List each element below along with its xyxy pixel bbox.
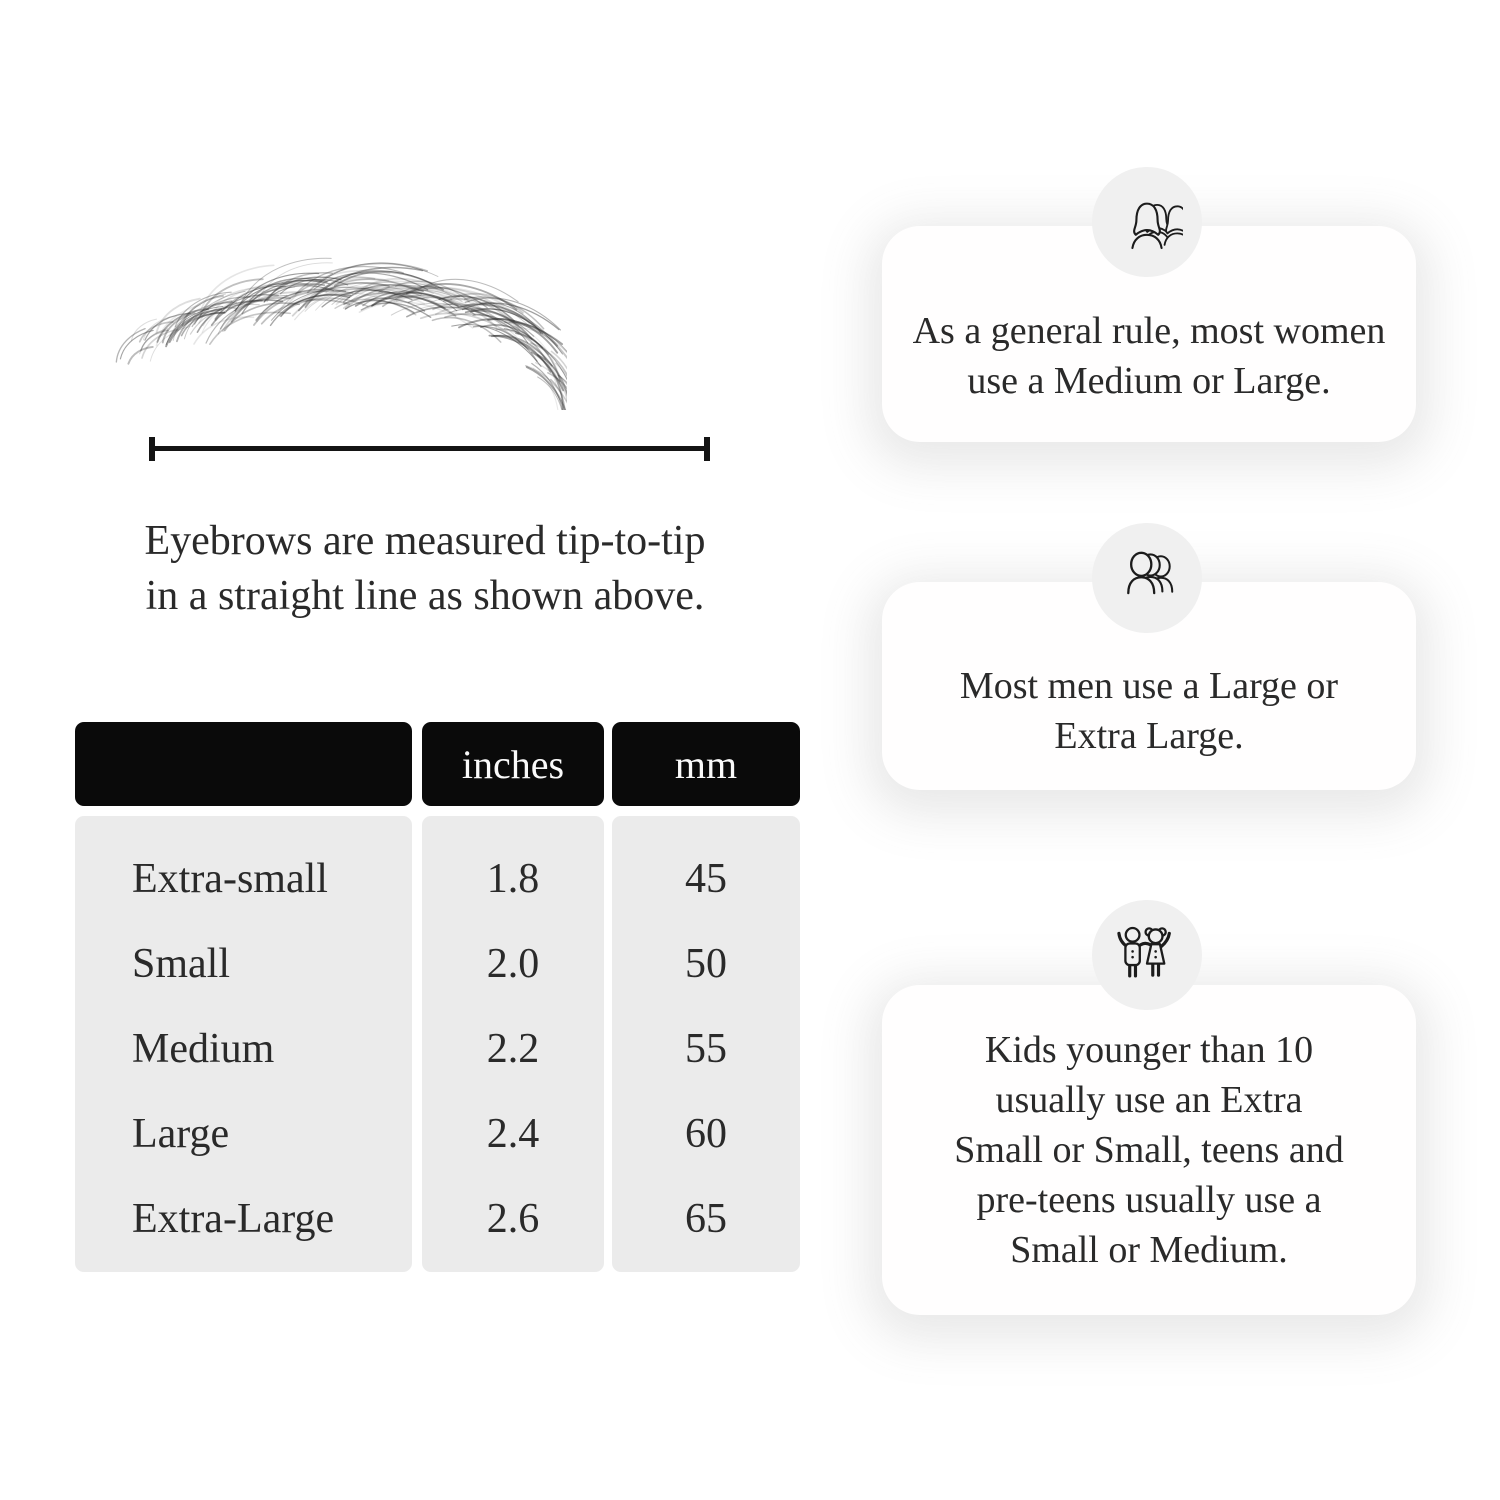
card-text-line: Extra Large. bbox=[1054, 715, 1244, 757]
table-cell-inches: 2.0 bbox=[486, 940, 540, 987]
card-text-line: Small or Medium. bbox=[1010, 1229, 1288, 1271]
card-text bbox=[954, 1025, 1343, 1275]
table-header-cell-name bbox=[75, 722, 412, 806]
card-icon-badge bbox=[1092, 900, 1202, 1010]
table-row-label: Medium bbox=[132, 1025, 275, 1072]
card-icon-badge bbox=[1092, 167, 1202, 277]
table-cell-inches: 2.4 bbox=[486, 1110, 540, 1157]
card-icon-badge bbox=[1092, 523, 1202, 633]
measurement-caption bbox=[92, 514, 758, 624]
table-row-label: Extra-Large bbox=[132, 1195, 335, 1242]
card-text-line: use a Medium or Large. bbox=[967, 360, 1331, 402]
eyebrow-illustration bbox=[112, 240, 567, 410]
card-text bbox=[960, 661, 1338, 761]
card-text-line: Small or Small, teens and bbox=[954, 1129, 1344, 1171]
table-row-label: Small bbox=[132, 940, 231, 987]
measurement-line-right-cap bbox=[704, 437, 710, 461]
card-text-line: Most men use a Large or bbox=[959, 665, 1339, 707]
table-header-cell-mm: mm bbox=[612, 722, 800, 806]
table-cell-mm: 55 bbox=[685, 1025, 727, 1072]
info-card-kids bbox=[882, 985, 1416, 1315]
table-cell-mm: 60 bbox=[685, 1110, 727, 1157]
table-cell-inches: 2.6 bbox=[486, 1195, 540, 1242]
caption-line: in a straight line as shown above. bbox=[145, 573, 705, 619]
card-text bbox=[913, 306, 1386, 406]
card-text-line: Kids younger than 10 bbox=[984, 1029, 1314, 1071]
table-row-label: Extra-small bbox=[132, 855, 328, 902]
men-group-icon bbox=[1111, 545, 1183, 611]
kids-icon bbox=[1111, 922, 1183, 988]
women-group-icon bbox=[1111, 189, 1183, 255]
measurement-line bbox=[151, 446, 710, 451]
caption-line: Eyebrows are measured tip-to-tip bbox=[144, 518, 706, 564]
table-cell-mm: 50 bbox=[685, 940, 727, 987]
measurement-line-left-cap bbox=[149, 437, 155, 461]
table-cell-mm: 45 bbox=[685, 855, 727, 902]
table-cell-mm: 65 bbox=[685, 1195, 727, 1242]
table-header-cell-inches: inches bbox=[422, 722, 604, 806]
card-text-line: As a general rule, most women bbox=[912, 310, 1386, 352]
card-text-line: pre-teens usually use a bbox=[976, 1179, 1322, 1221]
table-cell-inches: 2.2 bbox=[486, 1025, 540, 1072]
table-row-label: Large bbox=[132, 1110, 230, 1157]
table-cell-inches: 1.8 bbox=[486, 855, 540, 902]
card-text-line: usually use an Extra bbox=[995, 1079, 1303, 1121]
